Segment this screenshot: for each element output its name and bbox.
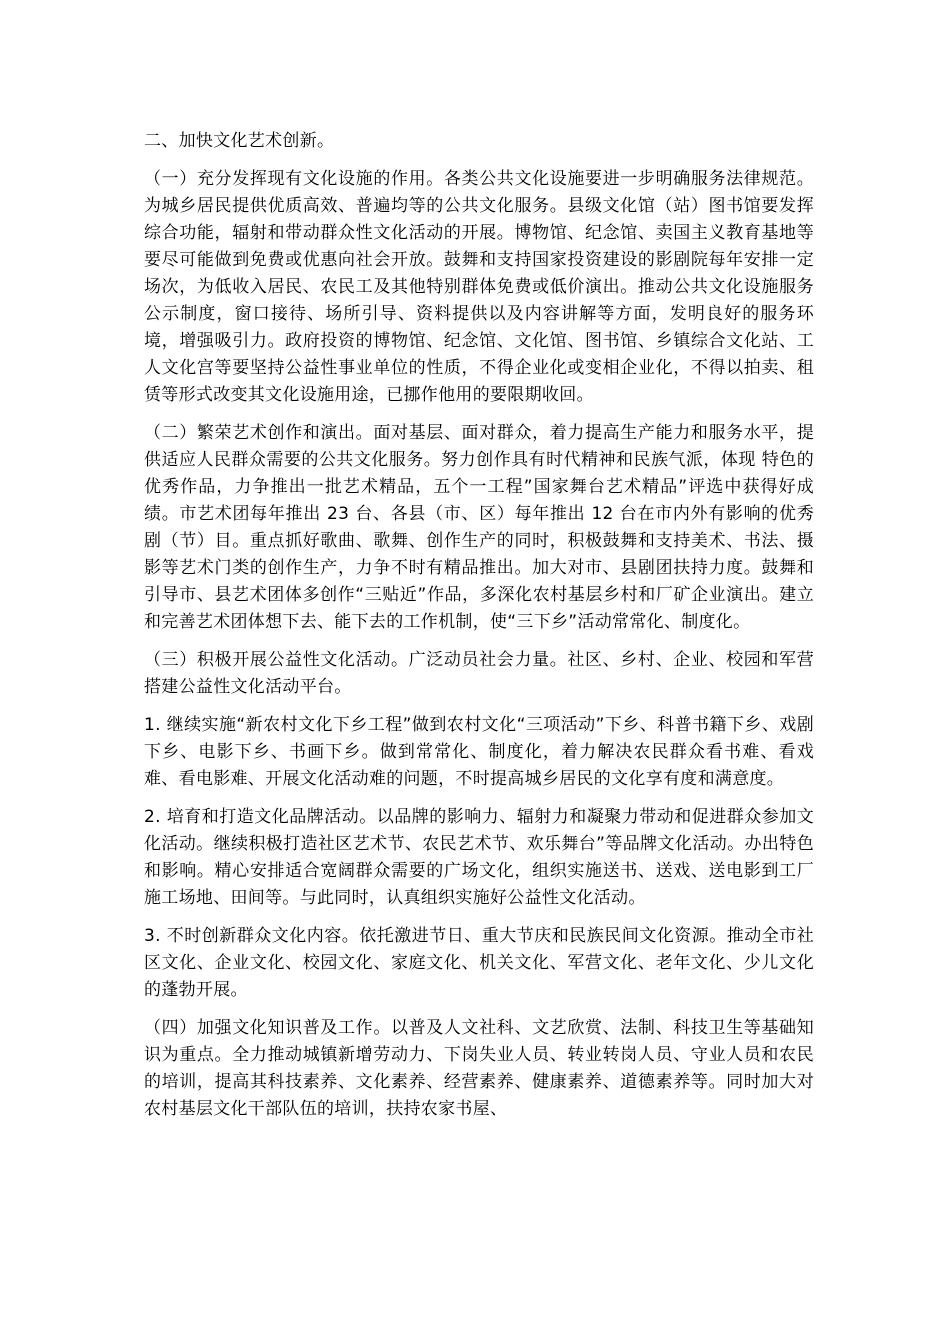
- paragraph-arts-creation: （二）繁荣艺术创作和演出。面对基层、面对群众，着力提高生产能力和服务水平，提供适应人民群众需要的公共文化服务。努力创作具有时代精神和民族气派，体现 特色的优秀作品，力争推出一批艺术精品，五个一工程”国家舞台艺术精品”评选中获得好成绩。市艺术团每年推出 23 台、各县（市、区）每年推出 12 台在市内外有影响的优秀剧（节）目。重点抓好歌曲、歌舞、创作生产的同时，积极鼓舞和支持美术、书法、摄影等艺术门类的创作生产，力争不时有精品推出。加大对市、县剧团扶持力度。鼓舞和引导市、县艺术团体多创作“三贴近”作品，多深化农村基层乡村和厂矿企业演出。建立和完善艺术团体想下去、能下去的工作机制，使“三下乡”活动常常化、制度化。: [144, 423, 814, 632]
- paragraph-knowledge: （四）加强文化知识普及工作。以普及人文社科、文艺欣赏、法制、科技卫生等基础知识为重点。全力推动城镇新增劳动力、下岗失业人员、转业转岗人员、守业人员和农民的培训，提高其科技素养、文化素养、经营素养、健康素养、道德素养等。同时加大对农村基层文化干部队伍的培训，扶持农家书屋、: [144, 1018, 814, 1119]
- paragraph-item-3: 3. 不时创新群众文化内容。依托激进节日、重大节庆和民族民间文化资源。推动全市社区文化、企业文化、校园文化、家庭文化、机关文化、军营文化、老年文化、少儿文化的蓬勃开展。: [144, 926, 814, 1000]
- document-body: [144, 128, 814, 1134]
- section-heading: 二、加快文化艺术创新。: [144, 131, 335, 151]
- paragraph-public-activities: （三）积极开展公益性文化活动。广泛动员社会力量。社区、乡村、企业、校园和军营搭建公益性文化活动平台。: [144, 650, 814, 697]
- paragraph-item-2: 2. 培育和打造文化品牌活动。以品牌的影响力、辐射力和凝聚力带动和促进群众参加文化活动。继续积极打造社区艺术节、农民艺术节、欢乐舞台”等品牌文化活动。办出特色和影响。精心安排适合宽阔群众需要的广场文化，组织实施送书、送戏、送电影到工厂施工场地、田间等。与此同时，认真组织实施好公益性文化活动。: [144, 807, 814, 908]
- paragraph-facilities: （一）充分发挥现有文化设施的作用。各类公共文化设施要进一步明确服务法律规范。为城乡居民提供优质高效、普遍均等的公共文化服务。县级文化馆（站）图书馆要发挥综合功能，辐射和带动群众性文化活动的开展。博物馆、纪念馆、卖国主义教育基地等要尽可能做到免费或优惠向社会开放。鼓舞和支持国家投资建设的影剧院每年安排一定场次，为低收入居民、农民工及其他特别群体免费或低价演出。推动公共文化设施服务公示制度，窗口接待、场所引导、资料提供以及内容讲解等方面，发明良好的服务环境，增强吸引力。政府投资的博物馆、纪念馆、文化馆、图书馆、乡镇综合文化站、工人文化宫等要坚持公益性事业单位的性质，不得企业化或变相企业化，不得以拍卖、租赁等形式改变其文化设施用途，已挪作他用的要限期收回。: [144, 169, 814, 405]
- paragraph-item-1: 1. 继续实施“新农村文化下乡工程”做到农村文化“三项活动”下乡、科普书籍下乡、戏剧下乡、电影下乡、书画下乡。做到常常化、制度化，着力解决农民群众看书难、看戏难、看电影难、开展文化活动难的问题，不时提高城乡居民的文化享有度和满意度。: [144, 715, 814, 789]
